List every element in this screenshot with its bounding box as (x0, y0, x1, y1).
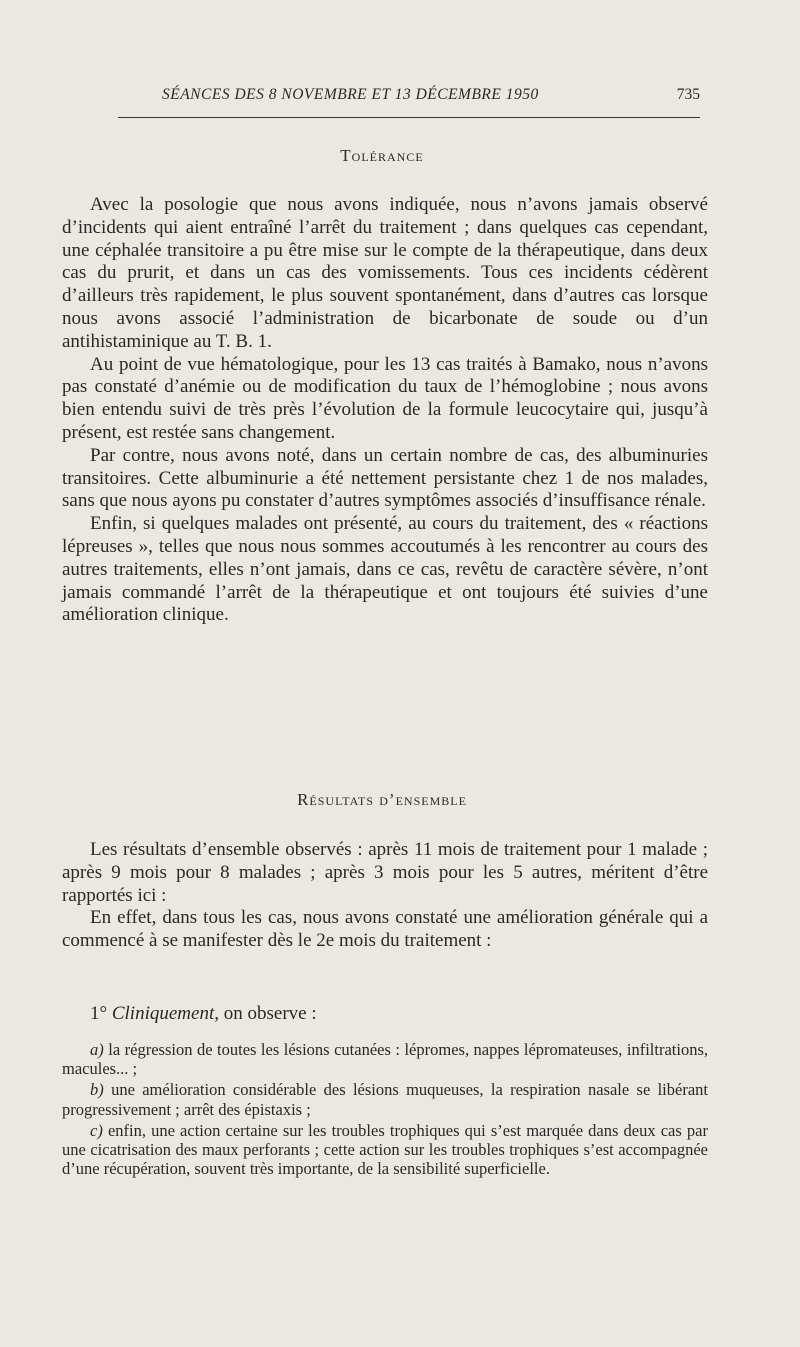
section-tolerance-body (62, 194, 708, 627)
page-number: 735 (676, 86, 700, 103)
paragraph: En effet, dans tous les cas, nous avons constaté une amélioration générale qui a commencé à se manifester dès le 2e mois du traitement : (62, 907, 708, 952)
paragraph: Par contre, nous avons noté, dans un certain nombre de cas, des albuminuries transitoires. Cette albuminurie a été nettement persistante chez 1 de nos malades, sans que nous ayons pu constater d’autres symptômes associés d’insuffisance rénale. (62, 444, 708, 512)
list-item (62, 1040, 708, 1078)
item-text: une amélioration considérable des lésions muqueuses, la respiration nasale se libérant progressivement ; arrêt des épistaxis ; (62, 1080, 708, 1119)
clinical-intro (90, 1003, 317, 1025)
paragraph: Avec la posologie que nous avons indiquée, nous n’avons jamais observé d’incidents qui aient entraîné l’arrêt du traitement ; dans quelques cas cependant, une céphalée transitoire a pu être mise sur le compte de la thérapeutique, dans deux cas du prurit, et dans un cas des vomissements. Tous ces incidents cédèrent d’ailleurs très rapidement, le plus souvent spontanément, dans d’autres cas lorsque nous avons associé l’administration de bicarbonate de soude ou d’un antihistaminique au T. B. 1. (62, 194, 708, 352)
clinical-number: 1° (90, 1003, 108, 1024)
item-letter: c) (90, 1120, 103, 1140)
paragraph: Enfin, si quelques malades ont présenté, au cours du traitement, des « réactions lépreuses », telles que nous nous sommes accoutumés à les rencontrer au cours des autres traitements, elles n’ont jamais, dans ce cas, revêtu de caractère sévère, n’ont jamais commandé l’arrêt de la thérapeutique et ont toujours été suivies d’une amélioration clinique. (62, 513, 708, 626)
running-title: SÉANCES DES 8 NOVEMBRE ET 13 DÉCEMBRE 1950 (162, 86, 539, 103)
paragraph: Au point de vue hématologique, pour les 13 cas traités à Bamako, nous n’avons pas constaté d’anémie ou de modification du taux de l’hémoglobine ; nous avons bien entendu suivi de très près l’évolution de la formule leucocytaire qui, jusqu’à présent, est restée sans changement. (62, 353, 708, 443)
item-letter: a) (90, 1040, 104, 1059)
section-resultats-body (62, 839, 708, 953)
section-heading-tolerance: Tolérance (340, 146, 424, 165)
clinical-rest: on observe : (219, 1003, 317, 1024)
list-item (62, 1121, 708, 1179)
running-header (120, 86, 700, 110)
section-heading-resultats: Résultats d’ensemble (297, 790, 467, 809)
item-letter: b) (90, 1080, 104, 1100)
item-text: enfin, une action certaine sur les troubles trophiques qui s’est marquée dans deux cas par une cicatrisation des maux perforants ; cette action sur les troubles trophiques s’est accompagnée d’une récupération, souvent très importante, de la sensibilité superficielle. (62, 1120, 708, 1179)
list-item (62, 1080, 708, 1118)
item-text: la régression de toutes les lésions cutanées : lépromes, nappes lépromateuses, infiltrations, macules... ; (62, 1040, 708, 1079)
clinical-label: Cliniquement, (111, 1003, 219, 1024)
paragraph: Les résultats d’ensemble observés : après 11 mois de traitement pour 1 malade ; après 9 mois pour 8 malades ; après 3 mois pour les 5 autres, méritent d’être rapportés ici : (62, 839, 708, 906)
clinical-list (62, 1040, 708, 1180)
header-rule (118, 117, 700, 118)
